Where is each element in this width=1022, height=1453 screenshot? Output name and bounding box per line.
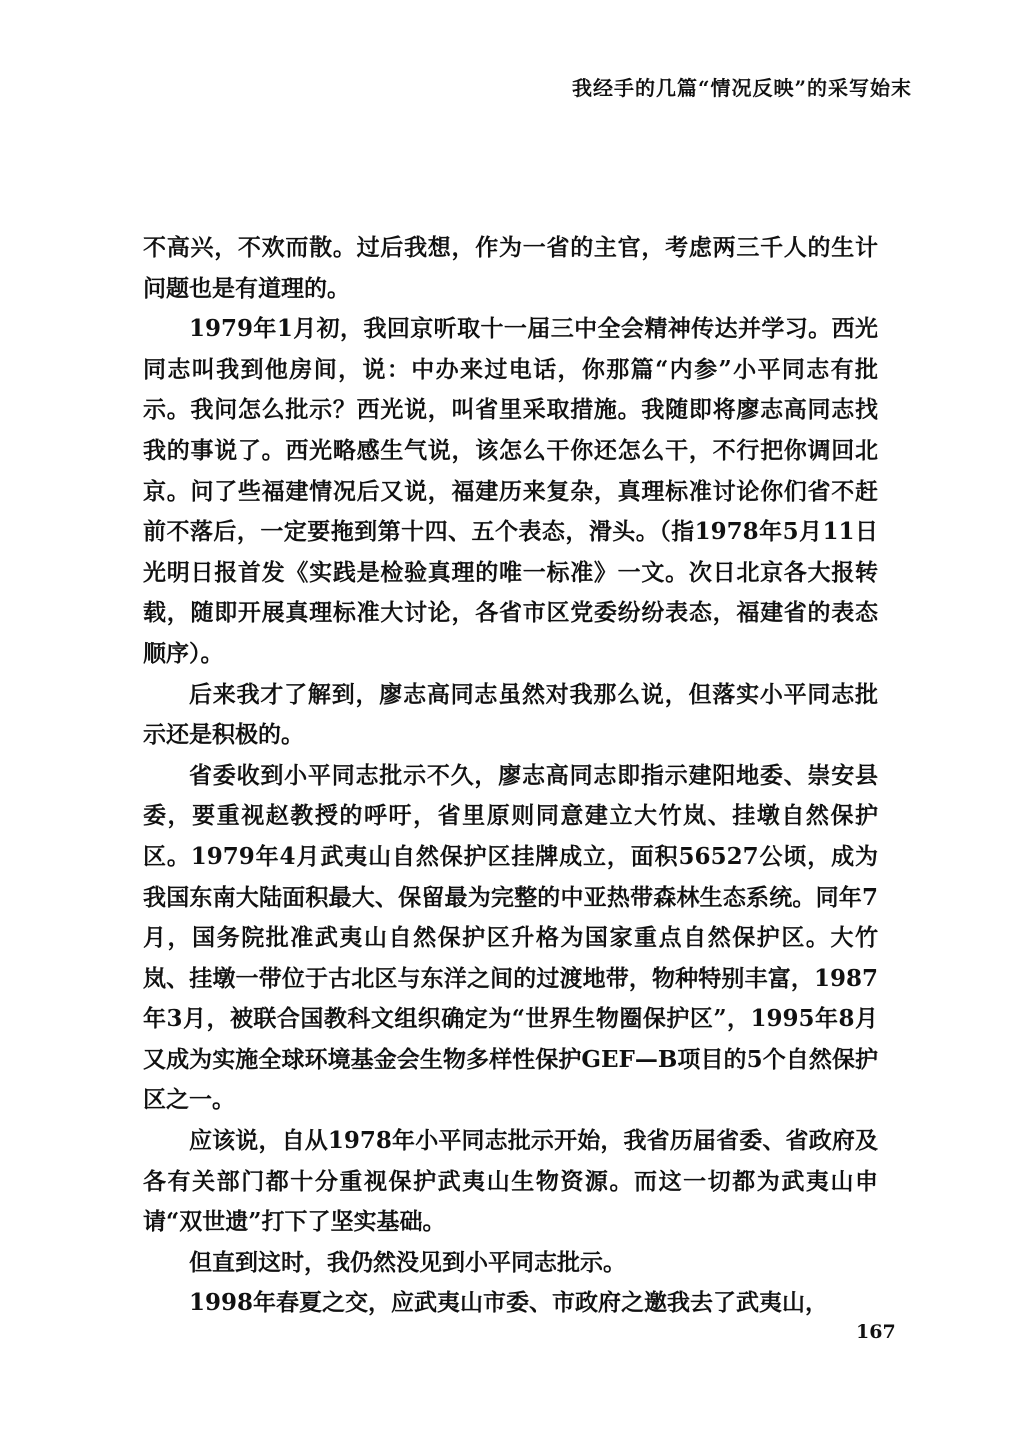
- running-header-title: 我经手的几篇“情况反映”的采写始末: [571, 76, 912, 100]
- page-body: [143, 228, 878, 1324]
- page-number: 167: [856, 1321, 896, 1343]
- paragraph: 应该说，自从1978年小平同志批示开始，我省历届省委、省政府及各有关部门都十分重视保护武夷山生物资源。而这一切都为武夷山申请“双世遗”打下了坚实基础。: [143, 1127, 878, 1236]
- paragraph: 后来我才了解到，廖志高同志虽然对我那么说，但落实小平同志批示还是积极的。: [143, 680, 878, 749]
- paragraph: 1998年春夏之交，应武夷山市委、市政府之邀我去了武夷山，: [189, 1289, 829, 1317]
- paragraph: 但直到这时，我仍然没见到小平同志批示。: [189, 1248, 626, 1276]
- paragraph-continued: 不高兴，不欢而散。过后我想，作为一省的主官，考虑两三千人的生计问题也是有道理的。: [143, 234, 878, 302]
- paragraph: 省委收到小平同志批示不久，廖志高同志即指示建阳地委、崇安县委，要重视赵教授的呼吁，省里原则同意建立大竹岚、挂墩自然保护区。1979年4月武夷山自然保护区挂牌成立，面积56527公顷，成为我国东南大陆面积最大、保留最为完整的中亚热带森林生态系统。同年7月，国务院批准武夷山自然保护区升格为国家重点自然保护区。大竹岚、挂墩一带位于古北区与东洋之间的过渡地带，物种特别丰富，1987年3月，被联合国教科文组织确定为“世界生物圈保护区”，1995年8月又成为实施全球环境基金会生物多样性保护GEF—B项目的5个自然保护区之一。: [143, 761, 878, 1114]
- paragraph: 1979年1月初，我回京听取十一届三中全会精神传达并学习。西光同志叫我到他房间，说：中办来过电话，你那篇“内参”小平同志有批示。我问怎么批示？西光说，叫省里采取措施。我随即将廖志高同志找我的事说了。西光略感生气说，该怎么干你还怎么干，不行把你调回北京。问了些福建情况后又说，福建历来复杂，真理标准讨论你们省不赶前不落后，一定要拖到第十四、五个表态，滑头。（指1978年5月11日光明日报首发《实践是检验真理的唯一标准》一文。次日北京各大报转载，随即开展真理标准大讨论，各省市区党委纷纷表态，福建省的表态顺序）。: [143, 315, 878, 667]
